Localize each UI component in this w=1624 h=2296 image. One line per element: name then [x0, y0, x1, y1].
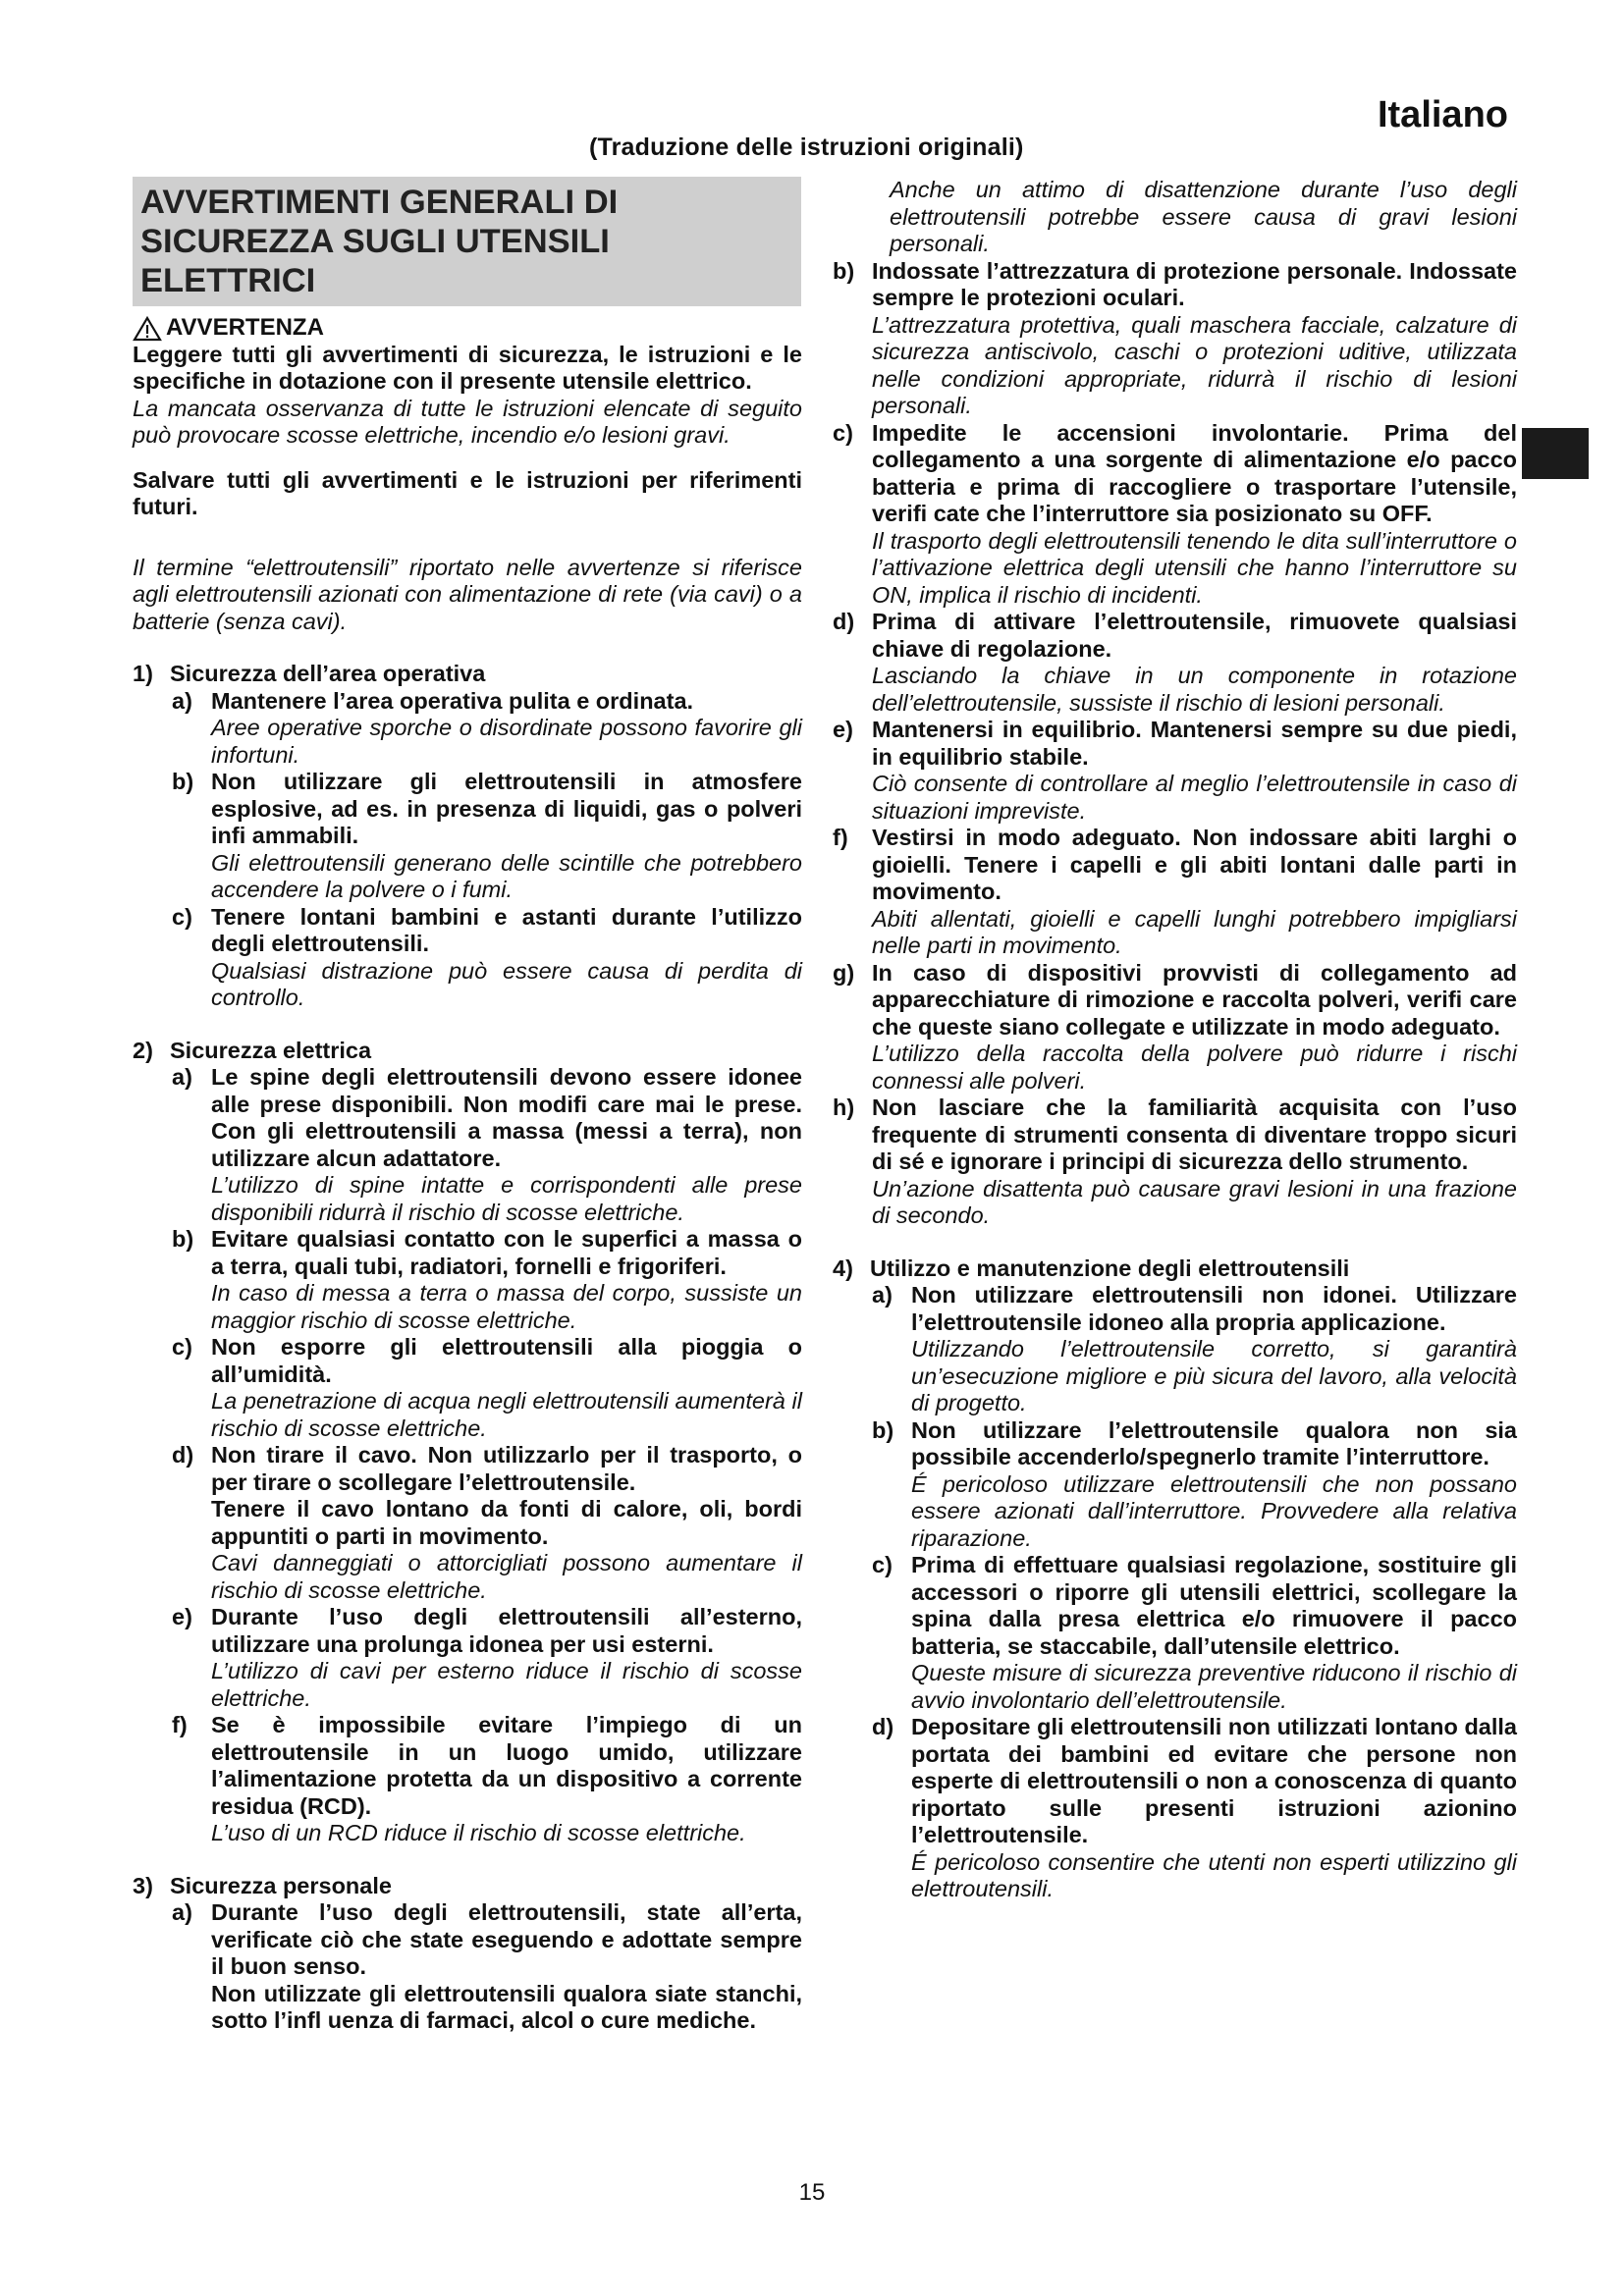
- warning-triangle-icon: [133, 316, 162, 342]
- warning-italic-text: La mancata osservanza di tutte le istruzioni elencate di seguito può provocare scosse elettriche, incendio e/o lesioni gravi.: [133, 395, 802, 448]
- list-item: c) Tenere lontani bambini e astanti durante l’utilizzo degli elettroutensili. Qualsiasi distrazione può essere causa di perdita di controllo.: [172, 903, 802, 1010]
- section-2-items: [133, 1064, 802, 1847]
- warning-heading: [133, 314, 802, 342]
- list-item: b) Evitare qualsiasi contatto con le superfici a massa o a terra, quali tubi, radiatori, fornelli e frigoriferi. In caso di messa a terra o massa del corpo, sussiste un maggior rischio di scosse elettriche.: [172, 1226, 802, 1333]
- list-item: c) Impedite le accensioni involontarie. Prima del collegamento a una sorgente di alimentazione e/o pacco batteria e prima di raccogliere o trasportare l’utensile, verifi cate che l’interruttore sia posizionato su OFF. Il trasporto degli elettroutensili tenendo le dita sull’interruttore o l’attivazione elettrica degli utensili che hanno l’interruttore su ON, implica il rischio di incidenti.: [833, 419, 1517, 608]
- title-line-3: ELETTRICI: [140, 262, 316, 299]
- list-item: g) In caso di dispositivi provvisti di collegamento ad apparecchiature di rimozione e raccolta polveri, verifi care che queste siano collegate e utilizzate in modo adeguato. L’utilizzo della raccolta della polvere può ridurre i rischi connessi alle polveri.: [833, 959, 1517, 1094]
- section-2-heading: 2) Sicurezza elettrica: [133, 1037, 372, 1063]
- continued-italic-text: Anche un attimo di disattenzione durante l’uso degli elettroutensili potrebbe essere causa di gravi lesioni personali.: [890, 177, 1517, 256]
- list-item: e) Durante l’uso degli elettroutensili all’esterno, utilizzare una prolunga idonea per usi esterni. L’utilizzo di cavi per esterno riduce il rischio di scosse elettriche.: [172, 1604, 802, 1711]
- list-item: c) Prima di effettuare qualsiasi regolazione, sostituire gli accessori o riporre gli utensili elettrici, scollegare la spina dalla presa elettrica e/o rimuovere il pacco batteria, se staccabile, dall’utensile elettrico. Queste misure di sicurezza preventive riducono il rischio di avvio involontario dell’elettroutensile.: [872, 1552, 1517, 1713]
- section-1-items: [133, 688, 802, 1012]
- right-column: [833, 177, 1517, 1903]
- list-item: a) Durante l’uso degli elettroutensili, state all’erta, verificate ciò che state eseguendo e adottate sempre il buon senso. Non utilizzate gli elettroutensili qualora siate stanchi, sotto l’infl uenza di farmaci, alcol o cure mediche.: [172, 1899, 802, 2033]
- list-item: a) Mantenere l’area operativa pulita e ordinata. Aree operative sporche o disordinate possono favorire gli infortuni.: [172, 687, 802, 768]
- list-item: a) Le spine degli elettroutensili devono essere idonee alle prese disponibili. Non modifi care mai le prese. Con gli elettroutensili a massa (messi a terra), non utilizzare alcun adattatore. L’utilizzo di spine intatte e corrispondenti alle prese disponibili ridurrà il rischio di scosse elettriche.: [172, 1064, 802, 1225]
- list-item: b) Non utilizzare l’elettroutensile qualora non sia possibile accenderlo/spegnerlo tramite l’interruttore. É pericoloso utilizzare elettroutensili che non possano essere azionati dall’interruttore. Provvedere alla relativa riparazione.: [872, 1416, 1517, 1551]
- list-item: d) Non tirare il cavo. Non utilizzarlo per il trasporto, o per tirare o scollegare l’elettroutensile. Tenere il cavo lontano da fonti di calore, oli, bordi appuntiti o parti in movimento. Cavi danneggiati o attorcigliati possono aumentare il rischio di scosse elettriche.: [172, 1442, 802, 1603]
- page-number: 15: [798, 2179, 826, 2206]
- section-title-box: [133, 177, 801, 306]
- section-1-heading: 1) Sicurezza dell’area operativa: [133, 661, 486, 686]
- list-item: d) Depositare gli elettroutensili non utilizzati lontano dalla portata dei bambini ed evitare che persone non esperte di elettroutensili o non a conoscenza di quanto riportato sulle presenti istruzioni azionino l’elettroutensile. É pericoloso consentire che utenti non esperti utilizzino gli elettroutensili.: [872, 1714, 1517, 1901]
- left-column: [133, 177, 802, 2035]
- list-item: b) Indossate l’attrezzatura di protezione personale. Indossate sempre le protezioni oculari. L’attrezzatura protettiva, quali maschera facciale, calzature di sicurezza antiscivolo, caschi o protezioni uditive, utilizzata nelle condizioni appropriate, ridurrà il rischio di lesioni personali.: [833, 257, 1517, 418]
- term-definition-text: Il termine “elettroutensili” riportato nelle avvertenze si riferisce agli elettroutensili azionati con alimentazione di rete (via cavi) o a batterie (senza cavi).: [133, 554, 802, 634]
- section-3-items-start: [133, 1899, 802, 2035]
- section-3-heading: 3) Sicurezza personale: [133, 1872, 392, 1898]
- warning-bold-text: Leggere tutti gli avvertimenti di sicurezza, le istruzioni e le specifiche in dotazione con il presente utensile elettrico.: [133, 341, 802, 394]
- title-line-2: SICUREZZA SUGLI UTENSILI: [140, 223, 610, 260]
- save-instructions-text: Salvare tutti gli avvertimenti e le istruzioni per riferimenti futuri.: [133, 466, 802, 519]
- language-tab-marker: [1522, 428, 1589, 479]
- list-item: f) Vestirsi in modo adeguato. Non indossare abiti larghi o gioielli. Tenere i capelli e gli abiti lontani dalle parti in movimento. Abiti allentati, gioielli e capelli lunghi potrebbero impigliarsi nelle parti in movimento.: [833, 825, 1517, 958]
- list-item: a) Non utilizzare elettroutensili non idonei. Utilizzare l’elettroutensile idoneo alla propria applicazione. Utilizzando l’elettroutensile corretto, si garantirà un’esecuzione migliore e più sicura del lavoro, alla velocità di progetto.: [872, 1282, 1517, 1415]
- translation-subtitle: (Traduzione delle istruzioni originali): [589, 133, 1024, 161]
- list-item: f) Se è impossibile evitare l’impiego di un elettroutensile in un luogo umido, utilizzare l’alimentazione protetta da un dispositivo a corrente residua (RCD). L’uso di un RCD riduce il rischio di scosse elettriche.: [172, 1712, 802, 1845]
- language-label: Italiano: [1377, 94, 1508, 135]
- warning-label: AVVERTENZA: [166, 314, 324, 341]
- section-4-items: [833, 1282, 1517, 1903]
- section-4-heading: 4) Utilizzo e manutenzione degli elettroutensili: [833, 1255, 1350, 1281]
- title-line-1: AVVERTIMENTI GENERALI DI: [140, 184, 619, 221]
- list-item: d) Prima di attivare l’elettroutensile, rimuovete qualsiasi chiave di regolazione. Lasciando la chiave in un componente in rotazione dell’elettroutensile, sussiste il rischio di lesioni personali.: [833, 609, 1517, 716]
- list-item: c) Non esporre gli elettroutensili alla pioggia o all’umidità. La penetrazione di acqua negli elettroutensili aumenterà il rischio di scosse elettriche.: [172, 1334, 802, 1441]
- list-item: h) Non lasciare che la familiarità acquisita con l’uso frequente di strumenti consenta di diventare troppo sicuri di sé e ignorare i principi di sicurezza dello strumento. Un’azione disattenta può causare gravi lesioni in una frazione di secondo.: [833, 1095, 1517, 1228]
- list-item: e) Mantenersi in equilibrio. Mantenersi sempre su due piedi, in equilibrio stabile. Ciò consente di controllare al meglio l’elettroutensile in caso di situazioni impreviste.: [833, 717, 1517, 824]
- list-item: b) Non utilizzare gli elettroutensili in atmosfere esplosive, ad es. in presenza di liquidi, gas o polveri infi ammabili. Gli elettroutensili generano delle scintille che potrebbero accendere la polvere o i fumi.: [172, 769, 802, 902]
- section-3-items-continued: [833, 258, 1517, 1230]
